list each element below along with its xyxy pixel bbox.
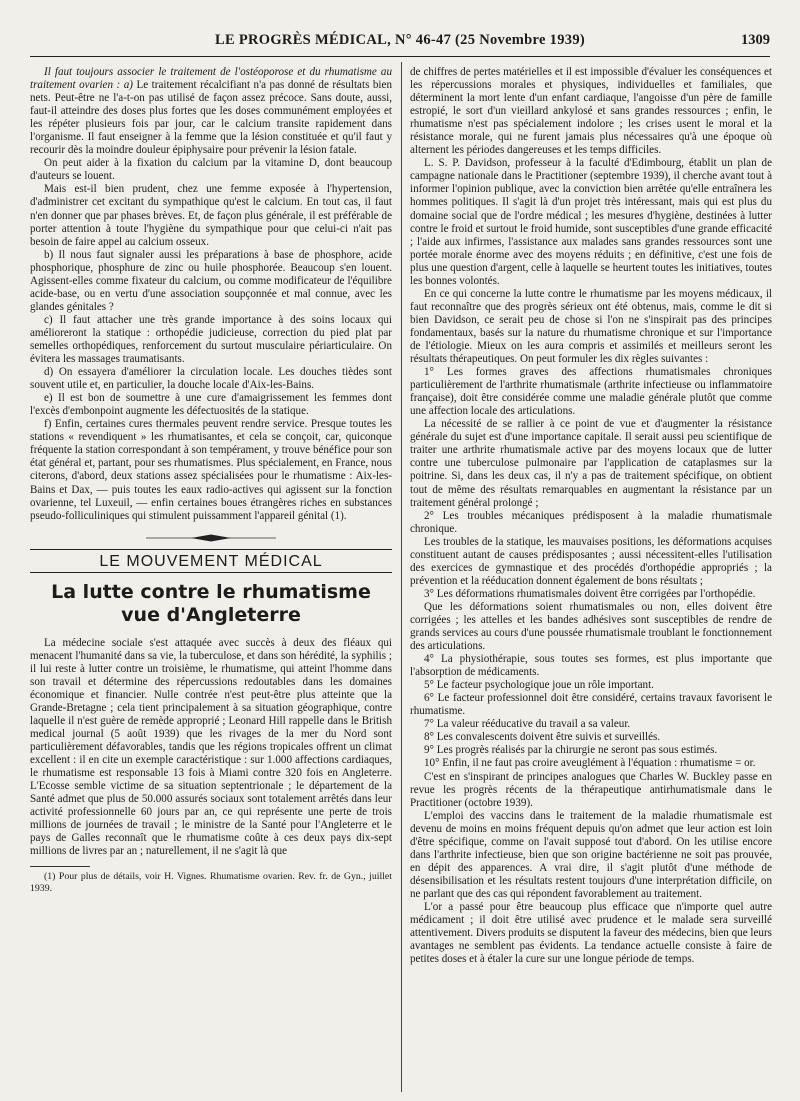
paragraph: f) Enfin, certaines cures thermales peuvent rendre service. Presque toutes les stations « revendiquent » les rhumatisantes, et cela se conçoit, car, quiconque fréquente la station correspondant à son tempérament, y trouve bénéfice pour son état général et, partant, pour ses rhumatismes. Plus spécialement, en France, nous citerons, d'abord, deux stations assez spécialisées pour le rhumatisme : Aix-les-Bains et Dax, — puis toutes les eaux radio-actives qui agissent sur la fonction ovarienne, tel Luxeuil, — enfin certaines boues étrangères riches en substances pseudo-folliculiniques qui stimulent puissamment l'appareil génital (1). [30,418,392,522]
paragraph: d) On essayera d'améliorer la circulation locale. Les douches tièdes sont souvent utile et, en particulier, la douche locale d'Aix-les-Bains. [30,366,392,392]
paragraph-text: Le traitement récalcifiant n'a pas donné de résultats bien nets. Peut-être ne l'a-t-on pas utilisé de façon assez précoce. Sans doute, aussi, faut-il atteindre des doses plus fortes que les doses communément employées et les répéter plusieurs fois par jour, car le calcium transite rapidement dans l'organisme. Il faut enseigner à la femme que la lésion constituée et qu'il faut y recourir dès la moindre douleur épiphysaire pour prévenir la lésion fatale. [30,79,392,157]
article-title-line: vue d'Angleterre [121,603,301,626]
paragraph: 4° La physiothérapie, sous toutes ses formes, est plus importante que l'absorption de médicaments. [410,653,772,679]
ornament-divider [146,533,276,543]
paragraph: La nécessité de se rallier à ce point de vue et d'augmenter la résistance générale du sujet est d'une importance capitale. Il serait aussi peu scientifique de traiter une arthrite rhumatismale active par des moyens locaux que de lutter contre une tuberculose pulmonaire par l'application de cataplasmes sur la poitrine. Si, dans les deux cas, il n'y a pas de traitement spécifique, on obtient tout de même des résultats remarquables en augmentant la résistance par un traitement général prolongé ; [410,418,772,509]
paragraph: 2° Les troubles mécaniques prédisposent à la maladie rhumatismale chronique. [410,509,772,535]
paragraph: c) Il faut attacher une très grande importance à des soins locaux qui amélioreront la statique : orthopédie judicieuse, correction du pied plat par semelles orthopédiques, renforcement du surtout musculaire périarticulaire. On évitera les massages traumatisants. [30,313,392,366]
paragraph: L. S. P. Davidson, professeur à la faculté d'Edimbourg, établit un plan de campagne nationale dans le Practitioner (septembre 1939), il cherche avant tout à informer l'opinion publique, avec la conviction bien arrêtée qu'elle entraînera les hommes politiques. Il s'agit là d'un projet très intéressant, mais qui est plus du domaine social que de l'ordre médical ; les mesures d'hygiène, destinées à lutter contre le froid et surtout le froid humide, sont susceptibles d'une grande efficacité ; l'aide aux infirmes, l'assistance aux malades sans grandes ressources sont une portée morale énorme avec des moyens réduits ; en définitive, c'est une fois de plus une question d'argent, celle à laquelle se heurtent toutes les initiatives, toutes les bonnes volontés. [410,157,772,287]
paragraph: La médecine sociale s'est attaquée avec succès à deux des fléaux qui menacent l'humanité dans sa vie, la tuberculose, et dans son hérédité, la syphilis ; il lui reste à lutter contre un troisième, le rhumatisme, qui atteint l'homme dans son travail et détermine des répercussions redoutables dans les domaines économique et financier. Nulle contrée n'est peut-être plus atteinte que la Grande-Bretagne ; cela tient principalement à sa situation géographique, contre laquelle il n'est guère de remède approprié ; Leonard Hill rappelle dans le British medical journal (5 août 1939) que les rivages de la mer du Nord sont particulièrement défavorables, tandis que les régions tropicales offrent un climat excellent : il en cite un exemple caractéristique : sur 1.000 affections cardiaques, le rhumatisme est responsable 13 fois à Miami contre 320 fois en Angleterre. L'Ecosse semble victime de sa situation septentrionale ; le département de la Santé admet que plus de 50.000 assurés sociaux sont totalement arrêtés dans leur activité professionnelle 60 jours par an, ce qui représente une perte de trois millions de journées de travail ; le ministre de la Santé pour l'Angleterre et le pays de Galles reconnaît que le rhumatisme coûte à ces deux pays dix-sept millions de livres par an ; naturellement, il ne s'agit là que [30,636,392,858]
footnote-rule [30,866,90,867]
paragraph: L'emploi des vaccins dans le traitement de la maladie rhumatismale est devenu de moins en moins fréquent depuis qu'on admet que leur action est loin d'être spécifique, comme on l'avait supposé tout d'abord. On les utilise encore dans l'arthrite infectieuse, bien que son origine bactérienne ne soit pas prouvée, en dépit des apparences. A vrai dire, il s'agit plutôt d'une méthode de désensibilisation et les résultats restent toujours d'une interprétation difficile, on ne parlant que des cas qui répondent favorablement au traitement. [410,809,772,900]
left-column [30,66,392,1086]
paragraph: 10° Enfin, il ne faut pas croire aveuglément à l'équation : rhumatisme = or. [424,757,756,770]
paragraph: C'est en s'inspirant de principes analogues que Charles W. Buckley passe en revue les progrès récents de la thérapeutique antirhumatismale dans le Practitioner (octobre 1939). [410,770,772,809]
paragraph: On peut aider à la fixation du calcium par la vitamine D, dont beaucoup d'auteurs se louent. [30,157,392,183]
paragraph: 6° Le facteur professionnel doit être considéré, certains travaux favorisent le rhumatisme. [410,692,772,718]
paragraph: L'or a passé pour être beaucoup plus efficace que n'importe quel autre médicament ; il doit être utilisé avec prudence et le malade sera surveillé attentivement. Divers produits se disputent la faveur des médecins, bien que leurs avantages ne semblent pas évidents. La tendance actuelle consiste à faire de petites doses et à étaler la cure sur une longue période de temps. [410,901,772,966]
paragraph: Mais est-il bien prudent, chez une femme exposée à l'hypertension, d'administrer cet excitant du sympathique qu'est le calcium. En tout cas, il faut n'en donner que par phases brèves. Et, de façon plus générale, il est préférable de porter attention à toute l'hygiène du sympathique pour que celui-ci n'ait pas besoin de faire appel au calcium osseux. [30,183,392,248]
article-title-line: La lutte contre le rhumatisme [51,580,371,603]
running-header [30,30,770,57]
footnote: (1) Pour plus de détails, voir H. Vignes. Rhumatisme ovarien. Rev. fr. de Gyn., juillet 1939. [30,871,392,895]
journal-title: LE PROGRÈS MÉDICAL, N° 46-47 (25 Novembre 1939) [214,32,586,48]
paragraph: b) Il nous faut signaler aussi les préparations à base de phosphore, acide phosphorique, phosphure de zinc ou huile phosphorée. Beaucoup s'en louent. Agissent-elles comme fixateur du calcium, ou comme modificateur de l'équilibre acide-base, ou en vertu d'une association soupçonnée et mal connue, avec les glandes génitales ? [30,248,392,313]
article-title [30,581,392,627]
paragraph: e) Il est bon de soumettre à une cure d'amaigrissement les femmes dont l'excès d'embonpoint augmente les défectuosités de la statique. [30,392,392,418]
paragraph: Les troubles de la statique, les mauvaises positions, les déformations acquises constituent autant de causes prédisposantes ; aussi nécessitent-elles l'utilisation des exercices de gymnastique et des procédés d'orthopédie appropriés ; la prévention et la rééducation donnent également de bons résultats ; [410,535,772,587]
paragraph: 5° Le facteur psychologique joue un rôle important. [424,679,654,692]
section-heading: LE MOUVEMENT MÉDICAL [30,549,392,573]
italic-lead: Il faut toujours associer le traitement de l'ostéoporose et du rhumatisme au traitement ovarien : a) [30,66,392,92]
paragraph: Que les déformations soient rhumatismales ou non, elles doivent être corrigées ; les attelles et les bandes adhésives sont susceptibles de rendre de grands services au cours d'une poussée rhumatismale troublant le fonctionnement des articulations. [410,600,772,653]
paragraph [30,66,392,157]
column-divider [401,62,402,1092]
page-number: 1309 [741,32,770,48]
paragraph: 8° Les convalescents doivent être suivis et surveillés. [424,731,661,744]
paragraph: 1° Les formes graves des affections rhumatismales chroniques particulièrement de l'arthrite rhumatismale (arthrite infectieuse ou inflammatoire française), doit être considérée comme une maladie générale plutôt que comme une affection locale des articulations. [410,366,772,418]
paragraph: 9° Les progrès réalisés par la chirurgie ne seront pas sous estimés. [424,744,718,757]
paragraph: 7° La valeur rééducative du travail a sa valeur. [424,718,631,731]
paragraph: En ce qui concerne la lutte contre le rhumatisme par les moyens médicaux, il faut reconnaître que des progrès sérieux ont été obtenus, mais, comme le dit si bien Davidson, ce serait peu de chose si l'on ne s'inspirait pas des principes fondamentaux, basés sur la nature du rhumatisme chronique et sur l'importance de l'étiologie. Mieux on les aura compris et assimilés et meilleurs seront les résultats thérapeutiques. On peut formuler les dix règles suivantes : [410,287,772,366]
paragraph: 3° Les déformations rhumatismales doivent être corrigées par l'orthopédie. [424,587,756,600]
right-column [410,66,772,1086]
paragraph: de chiffres de pertes matérielles et il est impossible d'évaluer les conséquences et les répercussions morales et physiques, individuelles et familiales, que déterminent la mort lente d'un enfant cardiaque, l'angoisse d'un père de famille estropié, le sort d'un vieillard ankylosé et sans grandes ressources ; enfin, le rhumatisme n'est pas spécialement indolore ; les crises usent le moral et la résistance morale, qui ne furent jamais plus nécessaires qu'à une époque où alternent les périodes dangereuses et les temps difficiles. [410,66,772,157]
